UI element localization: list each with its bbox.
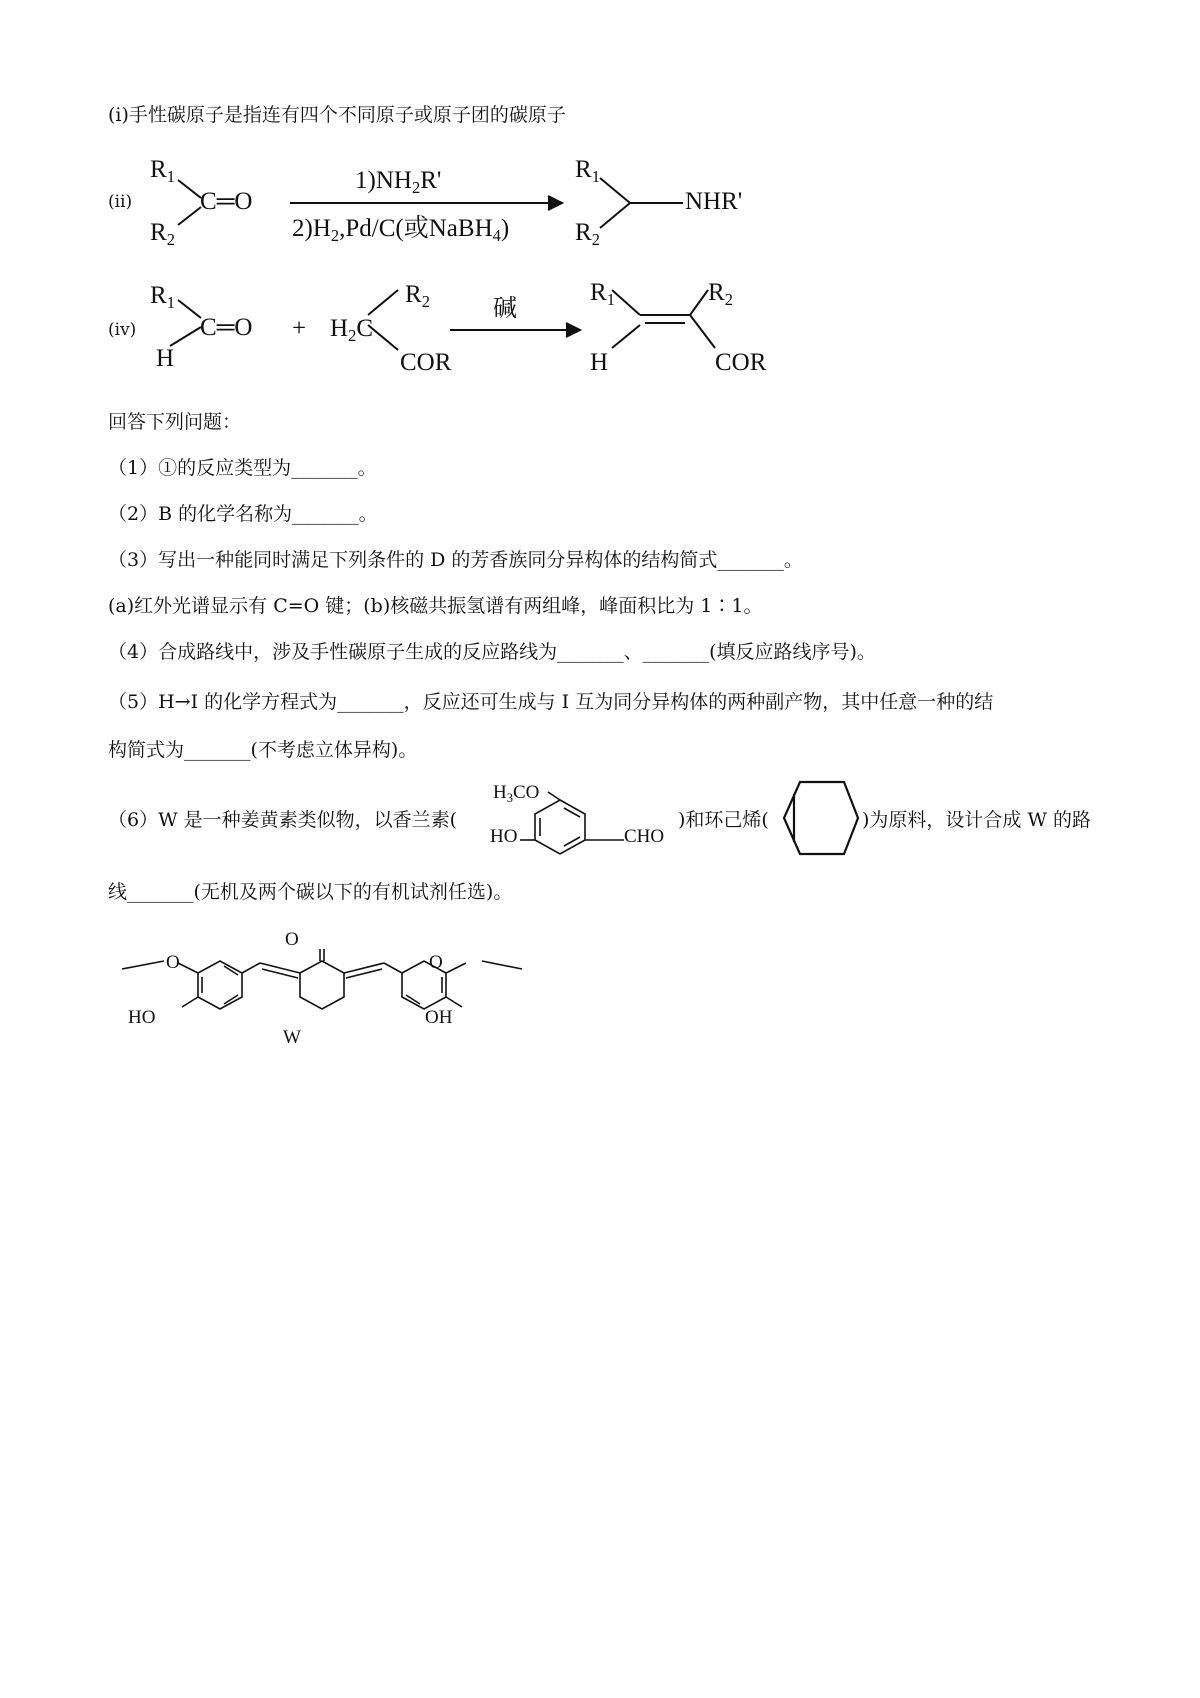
question-5-line-2: 构简式为_______(不考虑立体异构)。 [108,739,418,761]
w-carbonyl-o: O [285,929,299,950]
rxn-iv-carbonyl: C═O [200,314,253,341]
rxn-iv-bonds [0,270,800,390]
question-4: （4）合成路线中，涉及手性碳原子生成的反应路线为_______、_______(填反应路线序号)。 [108,641,876,663]
rxn-iv-product-r1: $R_1$ [590,279,615,310]
rxn-iv-r1: $R_1$ [150,282,175,313]
question-1: （1）①的反应类型为_______。 [108,457,377,479]
rxn-ii-bonds [0,150,800,270]
question-6-part-1: （6）W 是一种姜黄素类似物，以香兰素( [108,809,458,831]
note-ii-label: (ⅱ) [108,192,133,212]
question-5-line-1: （5）H→I 的化学方程式为_______，反应还可生成与 I 互为同分异构体的两种副产物，其中任意一种的结 [108,691,994,713]
rxn-ii-product-r2: $R_2$ [575,219,600,250]
rxn-ii-product-r1: $R_1$ [575,156,600,187]
cyclohexene-structure [770,770,870,870]
rxn-ii-product-nhr: NHR' [685,188,743,215]
question-6-part-2: )和环己烯( [678,809,769,831]
question-6-part-4: 线_______(无机及两个碳以下的有机试剂任选)。 [108,881,513,903]
question-6-part-3: )为原料，设计合成 W 的路 [862,809,1092,831]
questions-intro: 回答下列问题： [108,411,242,433]
w-ho-left: HO [128,1007,156,1028]
w-structure-bonds [110,935,590,1045]
rxn-iv-plus: + [292,315,307,342]
vanillin-structure [470,778,670,868]
rxn-iv-r2: $R_2$ [405,281,430,312]
vanillin-h3co-label: $H_3CO$ [493,782,540,806]
rxn-ii-r1: $R_1$ [150,156,175,187]
rxn-ii-condition-2: $2)H_2,Pd/C$(或NaBH$_4$) [292,215,510,246]
rxn-iv-product-r2: $R_2$ [708,279,733,310]
note-i: (ⅰ)手性碳原子是指连有四个不同原子或原子团的碳原子 [108,104,566,126]
question-3: （3）写出一种能同时满足下列条件的 D 的芳香族同分异构体的结构简式_______。 [108,549,803,571]
rxn-iv-cor: COR [400,349,452,376]
rxn-iv-h: H [156,345,175,372]
question-2: （2）B 的化学名称为_______。 [108,503,378,525]
w-o-right: O [429,952,443,973]
rxn-ii-condition-1: $1)NH_2R'$ [355,167,442,198]
note-iv-label: (iv) [108,320,137,340]
rxn-iv-base-condition: 碱 [493,296,517,322]
vanillin-cho-label: CHO [624,826,665,847]
rxn-iv-product-cor: COR [715,349,767,376]
rxn-iv-product-h: H [590,349,609,376]
rxn-ii-r2: $R_2$ [150,219,175,250]
rxn-ii-carbonyl: C═O [200,188,253,215]
w-label: W [283,1027,301,1048]
rxn-iv-h2c: $H_2C$ [330,315,373,346]
w-o-left: O [166,952,180,973]
vanillin-ho-label: HO [490,826,518,847]
w-oh-right: OH [425,1007,453,1028]
question-3-conditions: (a)红外光谱显示有 C=O 键；(b)核磁共振氢谱有两组峰，峰面积比为 1∶1。 [108,595,763,617]
